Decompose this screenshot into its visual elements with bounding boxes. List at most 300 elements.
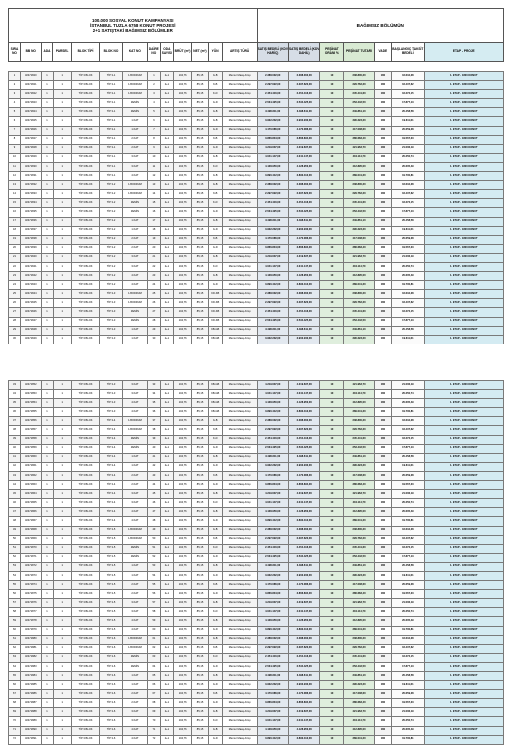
column-header-satis-bedeli-kdv-dahil: SATIŞ BEDELİ (KDV DAHİL) xyxy=(289,43,320,62)
cell-pesinat-orani: 10 xyxy=(320,281,344,290)
cell-vade: 180 xyxy=(374,562,391,571)
cell-baslangic-taksit: 20.659,28 xyxy=(392,690,425,699)
table-row xyxy=(9,699,504,708)
cell-vade: 180 xyxy=(374,481,391,490)
cell-satis-bedeli-kdv-haric: 4.128.950,00 xyxy=(257,272,288,281)
cell-blok-tipi: TİP 3 BLOK xyxy=(71,672,99,681)
cell-satis-bedeli-kdv-haric: 2.297.622,00 xyxy=(257,190,288,199)
cell-ada: 1 xyxy=(41,226,53,235)
cell-ada: 1 xyxy=(41,626,53,635)
cell-artis-turu: Memur Maaş Artışı xyxy=(222,172,257,181)
cell-pesinat-orani: 10 xyxy=(320,326,344,335)
cell-baslangic-taksit: 16.634,28 xyxy=(392,290,425,299)
table-row xyxy=(9,72,504,81)
cell-blok-no: TİP 3-4 xyxy=(100,499,123,508)
table-row xyxy=(9,308,504,317)
cell-bb-no: 32471879 xyxy=(20,626,41,635)
cell-pesinat-orani: 10 xyxy=(320,244,344,253)
cell-vade: 180 xyxy=(374,217,391,226)
cell-vade: 180 xyxy=(374,144,391,153)
cell-net: 85,15 xyxy=(192,190,208,199)
cell-daire-no: 58 xyxy=(147,608,160,617)
cell-yon: G-D xyxy=(208,699,222,708)
cell-etap-proje: 1. ETAP - 1800 KONUT xyxy=(424,81,503,90)
cell-vade: 180 xyxy=(374,153,391,162)
cell-etap-proje: 1. ETAP - 1800 KONUT xyxy=(424,381,503,390)
cell-satis-bedeli-kdv-dahil: 4.041.147,00 xyxy=(288,153,319,162)
cell-bb-no: 32471861 xyxy=(20,462,41,471)
cell-daire-no: 34 xyxy=(147,390,160,399)
cell-daire-no: 64 xyxy=(147,662,160,671)
cell-ada: 1 xyxy=(41,381,53,390)
cell-daire-no: 38 xyxy=(147,426,160,435)
cell-brut: 104,76 xyxy=(173,244,191,253)
cell-net: 85,15 xyxy=(192,544,208,553)
cell-blok-tipi: TİP 3 BLOK xyxy=(71,144,99,153)
table-row xyxy=(9,544,504,553)
cell-yon: G-B xyxy=(208,726,222,735)
cell-brut: 104,76 xyxy=(173,626,191,635)
cell-blok-tipi: TİP 3 BLOK xyxy=(71,117,99,126)
cell-etap-proje: 1. ETAP - 1800 KONUT xyxy=(424,226,503,235)
cell-yon: KB-GB xyxy=(208,390,222,399)
cell-net: 85,15 xyxy=(192,471,208,480)
cell-brut: 104,76 xyxy=(173,72,191,81)
cell-satis-bedeli-kdv-haric: 4.219.637,00 xyxy=(257,381,288,390)
cell-yon: G-D xyxy=(208,626,222,635)
cell-pesinat-orani: 10 xyxy=(320,335,344,344)
cell-artis-turu: Memur Maaş Artışı xyxy=(222,217,257,226)
cell-brut: 104,76 xyxy=(173,135,191,144)
cell-etap-proje: 1. ETAP - 1800 KONUT xyxy=(424,435,503,444)
table-row xyxy=(9,417,504,426)
cell-satis-bedeli-kdv-dahil: 2.297.622,00 xyxy=(288,426,319,435)
cell-daire-no: 6 xyxy=(147,117,160,126)
cell-satis-bedeli-kdv-dahil: 3.902.232,00 xyxy=(288,117,319,126)
table-row xyxy=(9,690,504,699)
title-line-3: 2+1 SATIŞTAKİ BAĞIMSIZ BÖLÜMLER xyxy=(92,28,173,34)
cell-sira-no: 51 xyxy=(9,544,21,553)
cell-brut: 104,76 xyxy=(173,735,191,744)
cell-sira-no: 29 xyxy=(9,326,21,335)
cell-etap-proje: 1. ETAP - 1800 KONUT xyxy=(424,553,503,562)
cell-bb-no: 32471828 xyxy=(20,144,41,153)
cell-net: 85,15 xyxy=(192,599,208,608)
cell-pesinat-orani: 10 xyxy=(320,253,344,262)
table-row xyxy=(9,708,504,717)
cell-oda-sayisi: 2+1 xyxy=(160,162,173,171)
cell-satis-bedeli-kdv-dahil: 3.498.611,00 xyxy=(288,108,319,117)
cell-satis-bedeli-kdv-dahil: 3.890.412,00 xyxy=(288,626,319,635)
cell-artis-turu: Memur Maaş Artışı xyxy=(222,499,257,508)
cell-etap-proje: 1. ETAP - 1800 KONUT xyxy=(424,72,503,81)
cell-etap-proje: 1. ETAP - 1800 KONUT xyxy=(424,335,503,344)
cell-oda-sayisi: 2+1 xyxy=(160,208,173,217)
cell-net: 85,15 xyxy=(192,162,208,171)
cell-brut: 104,76 xyxy=(173,453,191,462)
cell-brut: 104,76 xyxy=(173,181,191,190)
cell-satis-bedeli-kdv-dahil: 4.041.147,00 xyxy=(288,608,319,617)
cell-net: 85,15 xyxy=(192,226,208,235)
cell-satis-bedeli-kdv-dahil: 3.498.611,00 xyxy=(288,562,319,571)
table-row xyxy=(9,135,504,144)
cell-parsel: 1 xyxy=(53,381,71,390)
cell-artis-turu: Memur Maaş Artışı xyxy=(222,735,257,744)
cell-ada: 1 xyxy=(41,272,53,281)
cell-satis-bedeli-kdv-haric: 3.866.834,00 xyxy=(257,699,288,708)
cell-brut: 104,76 xyxy=(173,208,191,217)
cell-bb-no: 32471872 xyxy=(20,562,41,571)
cell-etap-proje: 1. ETAP - 1800 KONUT xyxy=(424,417,503,426)
cell-kat-no: 1.BODRUM xyxy=(122,526,147,535)
cell-kat-no: ZEMİN xyxy=(122,199,147,208)
cell-brut: 104,76 xyxy=(173,717,191,726)
cell-brut: 104,76 xyxy=(173,590,191,599)
table-row xyxy=(9,617,504,626)
table-row xyxy=(9,199,504,208)
cell-artis-turu: Memur Maaş Artışı xyxy=(222,581,257,590)
cell-daire-no: 20 xyxy=(147,244,160,253)
cell-blok-no: TİP 3-4 xyxy=(100,490,123,499)
cell-pesinat-tutari: 349.861,10 xyxy=(344,326,374,335)
cell-sira-no: 38 xyxy=(9,426,21,435)
cell-daire-no: 13 xyxy=(147,181,160,190)
cell-satis-bedeli-kdv-dahil: 3.498.611,00 xyxy=(288,672,319,681)
cell-satis-bedeli-kdv-haric: 4.128.950,00 xyxy=(257,617,288,626)
cell-pesinat-orani: 10 xyxy=(320,81,344,90)
cell-net: 85,15 xyxy=(192,126,208,135)
cell-kat-no: 4.KAT xyxy=(122,517,147,526)
cell-sira-no: 62 xyxy=(9,644,21,653)
cell-blok-no: TİP 3-6 xyxy=(100,681,123,690)
cell-pesinat-orani: 10 xyxy=(320,417,344,426)
cell-satis-bedeli-kdv-dahil: 4.128.950,00 xyxy=(288,726,319,735)
cell-baslangic-taksit: 16.437,62 xyxy=(392,426,425,435)
title-line-2: İSTANBUL TUZLA 6758 KONUT PROJESİ xyxy=(90,22,176,28)
table-row xyxy=(9,717,504,726)
cell-brut: 104,76 xyxy=(173,290,191,299)
cell-ada: 1 xyxy=(41,599,53,608)
cell-blok-no: TİP 3-3 xyxy=(100,335,123,344)
cell-satis-bedeli-kdv-haric: 4.128.950,00 xyxy=(257,508,288,517)
cell-ada: 1 xyxy=(41,108,53,117)
table-row xyxy=(9,262,504,271)
cell-baslangic-taksit: 16.272,15 xyxy=(392,435,425,444)
cell-satis-bedeli-kdv-haric: 3.890.412,00 xyxy=(257,281,288,290)
title-line-1: 100.000 SOSYAL KONUT KAMPANYASI xyxy=(92,17,174,23)
cell-baslangic-taksit: 16.634,28 xyxy=(392,72,425,81)
cell-pesinat-orani: 10 xyxy=(320,199,344,208)
cell-satis-bedeli-kdv-dahil: 4.041.147,00 xyxy=(288,390,319,399)
cell-artis-turu: Memur Maaş Artışı xyxy=(222,490,257,499)
cell-net: 85,15 xyxy=(192,390,208,399)
bagimsiz-bolum-label: BAĞIMSIZ BÖLÜMÜN xyxy=(257,9,503,43)
cell-etap-proje: 1. ETAP - 1800 KONUT xyxy=(424,208,503,217)
cell-blok-tipi: TİP 3 BLOK xyxy=(71,262,99,271)
cell-sira-no: 23 xyxy=(9,272,21,281)
cell-artis-turu: Memur Maaş Artışı xyxy=(222,281,257,290)
cell-satis-bedeli-kdv-haric: 2.454.416,00 xyxy=(257,90,288,99)
cell-artis-turu: Memur Maaş Artışı xyxy=(222,708,257,717)
cell-vade: 180 xyxy=(374,617,391,626)
cell-sira-no: 65 xyxy=(9,672,21,681)
cell-sira-no: 27 xyxy=(9,308,21,317)
cell-blok-no: TİP 3-2 xyxy=(100,253,123,262)
cell-pesinat-tutari: 417.008,60 xyxy=(344,471,374,480)
cell-pesinat-tutari: 390.223,20 xyxy=(344,571,374,580)
table-row xyxy=(9,408,504,417)
cell-pesinat-orani: 10 xyxy=(320,735,344,744)
cell-bb-no: 32471834 xyxy=(20,199,41,208)
cell-satis-bedeli-kdv-haric: 3.902.232,00 xyxy=(257,681,288,690)
table-row xyxy=(9,281,504,290)
cell-baslangic-taksit: 19.611,61 xyxy=(392,226,425,235)
cell-oda-sayisi: 2+1 xyxy=(160,408,173,417)
cell-blok-tipi: TİP 3 BLOK xyxy=(71,399,99,408)
cell-blok-tipi: TİP 3 BLOK xyxy=(71,81,99,90)
cell-blok-no: TİP 3-3 xyxy=(100,408,123,417)
cell-blok-tipi: TİP 3 BLOK xyxy=(71,299,99,308)
cell-artis-turu: Memur Maaş Artışı xyxy=(222,126,257,135)
cell-kat-no: ZEMİN xyxy=(122,444,147,453)
cell-vade: 180 xyxy=(374,272,391,281)
table-row xyxy=(9,526,504,535)
cell-kat-no: 3.KAT xyxy=(122,608,147,617)
cell-brut: 104,76 xyxy=(173,81,191,90)
cell-yon: K-D xyxy=(208,162,222,171)
cell-blok-tipi: TİP 3 BLOK xyxy=(71,517,99,526)
cell-daire-no: 66 xyxy=(147,681,160,690)
cell-oda-sayisi: 2+1 xyxy=(160,462,173,471)
cell-satis-bedeli-kdv-dahil: 2.388.002,00 xyxy=(288,181,319,190)
cell-bb-no: 32471890 xyxy=(20,726,41,735)
column-header-brut: BRÜT (m²) xyxy=(173,43,191,62)
cell-parsel: 1 xyxy=(53,608,71,617)
cell-sira-no: 67 xyxy=(9,690,21,699)
cell-brut: 104,76 xyxy=(173,553,191,562)
cell-parsel: 1 xyxy=(53,262,71,271)
column-header-sira-no: SIRA NO xyxy=(9,43,21,62)
table-row xyxy=(9,599,504,608)
cell-pesinat-orani: 10 xyxy=(320,499,344,508)
cell-blok-no: TİP 3-5 xyxy=(100,562,123,571)
cell-pesinat-tutari: 253.442,50 xyxy=(344,99,374,108)
cell-pesinat-tutari: 389.041,20 xyxy=(344,172,374,181)
cell-yon: K-B xyxy=(208,81,222,90)
cell-vade: 180 xyxy=(374,281,391,290)
cell-net: 85,15 xyxy=(192,481,208,490)
cell-blok-tipi: TİP 3 BLOK xyxy=(71,581,99,590)
cell-sira-no: 28 xyxy=(9,317,21,326)
cell-yon: G-D xyxy=(208,662,222,671)
cell-blok-tipi: TİP 3 BLOK xyxy=(71,544,99,553)
cell-etap-proje: 1. ETAP - 1800 KONUT xyxy=(424,590,503,599)
cell-baslangic-taksit: 16.634,28 xyxy=(392,181,425,190)
cell-oda-sayisi: 2+1 xyxy=(160,135,173,144)
cell-pesinat-tutari: 253.442,50 xyxy=(344,317,374,326)
cell-parsel: 1 xyxy=(53,208,71,217)
cell-parsel: 1 xyxy=(53,117,71,126)
cell-brut: 104,76 xyxy=(173,272,191,281)
cell-blok-tipi: TİP 3 BLOK xyxy=(71,562,99,571)
table-row xyxy=(9,471,504,480)
cell-pesinat-tutari: 421.963,70 xyxy=(344,599,374,608)
cell-daire-no: 70 xyxy=(147,717,160,726)
cell-oda-sayisi: 2+1 xyxy=(160,644,173,653)
table-page-2 xyxy=(8,380,504,745)
cell-blok-tipi: TİP 3 BLOK xyxy=(71,281,99,290)
cell-sira-no: 68 xyxy=(9,699,21,708)
cell-artis-turu: Memur Maaş Artışı xyxy=(222,262,257,271)
cell-brut: 104,76 xyxy=(173,108,191,117)
cell-ada: 1 xyxy=(41,571,53,580)
cell-satis-bedeli-kdv-dahil: 4.128.950,00 xyxy=(288,399,319,408)
cell-artis-turu: Memur Maaş Artışı xyxy=(222,72,257,81)
cell-blok-tipi: TİP 3 BLOK xyxy=(71,508,99,517)
cell-artis-turu: Memur Maaş Artışı xyxy=(222,562,257,571)
cell-kat-no: 3.KAT xyxy=(122,390,147,399)
cell-pesinat-orani: 10 xyxy=(320,435,344,444)
cell-pesinat-tutari: 229.762,20 xyxy=(344,535,374,544)
cell-baslangic-taksit: 20.458,58 xyxy=(392,217,425,226)
cell-satis-bedeli-kdv-dahil: 3.890.412,00 xyxy=(288,735,319,744)
cell-bb-no: 32471823 xyxy=(20,99,41,108)
cell-pesinat-orani: 10 xyxy=(320,317,344,326)
cell-etap-proje: 1. ETAP - 1800 KONUT xyxy=(424,608,503,617)
cell-sira-no: 17 xyxy=(9,217,21,226)
cell-blok-no: TİP 3-1 xyxy=(100,81,123,90)
cell-parsel: 1 xyxy=(53,235,71,244)
cell-oda-sayisi: 2+1 xyxy=(160,226,173,235)
cell-yon: G-B xyxy=(208,181,222,190)
cell-etap-proje: 1. ETAP - 1800 KONUT xyxy=(424,672,503,681)
cell-pesinat-tutari: 412.895,00 xyxy=(344,162,374,171)
cell-kat-no: 3.KAT xyxy=(122,490,147,499)
cell-artis-turu: Memur Maaş Artışı xyxy=(222,726,257,735)
cell-oda-sayisi: 2+1 xyxy=(160,153,173,162)
cell-parsel: 1 xyxy=(53,735,71,744)
cell-artis-turu: Memur Maaş Artışı xyxy=(222,308,257,317)
cell-bb-no: 32471891 xyxy=(20,735,41,744)
table-row xyxy=(9,535,504,544)
cell-satis-bedeli-kdv-dahil: 3.866.834,00 xyxy=(288,244,319,253)
cell-parsel: 1 xyxy=(53,672,71,681)
cell-yon: G-D xyxy=(208,681,222,690)
cell-pesinat-tutari: 417.008,60 xyxy=(344,581,374,590)
cell-vade: 180 xyxy=(374,544,391,553)
cell-net: 85,15 xyxy=(192,135,208,144)
cell-blok-no: TİP 3-4 xyxy=(100,481,123,490)
cell-brut: 104,76 xyxy=(173,608,191,617)
cell-oda-sayisi: 2+1 xyxy=(160,453,173,462)
cell-parsel: 1 xyxy=(53,426,71,435)
cell-sira-no: 54 xyxy=(9,571,21,580)
cell-artis-turu: Memur Maaş Artışı xyxy=(222,108,257,117)
cell-parsel: 1 xyxy=(53,326,71,335)
cell-daire-no: 10 xyxy=(147,153,160,162)
cell-sira-no: 9 xyxy=(9,144,21,153)
cell-net: 85,15 xyxy=(192,717,208,726)
cell-blok-no: TİP 3-6 xyxy=(100,708,123,717)
cell-kat-no: 1.KAT xyxy=(122,462,147,471)
cell-bb-no: 32471854 xyxy=(20,399,41,408)
cell-yon: G-D xyxy=(208,481,222,490)
cell-bb-no: 32471825 xyxy=(20,117,41,126)
cell-ada: 1 xyxy=(41,517,53,526)
cell-kat-no: 1.KAT xyxy=(122,672,147,681)
cell-satis-bedeli-kdv-dahil: 2.534.425,00 xyxy=(288,553,319,562)
cell-daire-no: 14 xyxy=(147,190,160,199)
cell-sira-no: 19 xyxy=(9,235,21,244)
cell-bb-no: 32471822 xyxy=(20,90,41,99)
cell-kat-no: 1.BODRUM xyxy=(122,299,147,308)
cell-parsel: 1 xyxy=(53,153,71,162)
cell-ada: 1 xyxy=(41,172,53,181)
cell-daire-no: 47 xyxy=(147,508,160,517)
cell-artis-turu: Memur Maaş Artışı xyxy=(222,453,257,462)
cell-baslangic-taksit: 21.006,19 xyxy=(392,253,425,262)
cell-pesinat-tutari: 404.114,70 xyxy=(344,608,374,617)
cell-blok-no: TİP 3-3 xyxy=(100,299,123,308)
cell-artis-turu: Memur Maaş Artışı xyxy=(222,462,257,471)
cell-pesinat-tutari: 386.683,40 xyxy=(344,481,374,490)
cell-blok-tipi: TİP 3 BLOK xyxy=(71,390,99,399)
cell-yon: G-D xyxy=(208,99,222,108)
cell-oda-sayisi: 2+1 xyxy=(160,708,173,717)
cell-vade: 180 xyxy=(374,681,391,690)
cell-bb-no: 32471842 xyxy=(20,272,41,281)
cell-oda-sayisi: 2+1 xyxy=(160,81,173,90)
cell-pesinat-tutari: 412.895,00 xyxy=(344,508,374,517)
cell-vade: 180 xyxy=(374,426,391,435)
cell-vade: 180 xyxy=(374,581,391,590)
cell-artis-turu: Memur Maaş Artışı xyxy=(222,299,257,308)
cell-pesinat-orani: 10 xyxy=(320,608,344,617)
cell-oda-sayisi: 2+1 xyxy=(160,199,173,208)
cell-satis-bedeli-kdv-dahil: 4.041.147,00 xyxy=(288,262,319,271)
cell-parsel: 1 xyxy=(53,162,71,171)
cell-baslangic-taksit: 20.250,74 xyxy=(392,499,425,508)
cell-parsel: 1 xyxy=(53,581,71,590)
table-row xyxy=(9,681,504,690)
cell-satis-bedeli-kdv-dahil: 2.534.425,00 xyxy=(288,317,319,326)
cell-satis-bedeli-kdv-dahil: 4.128.950,00 xyxy=(288,272,319,281)
cell-satis-bedeli-kdv-dahil: 3.498.611,00 xyxy=(288,217,319,226)
cell-vade: 180 xyxy=(374,526,391,535)
cell-satis-bedeli-kdv-dahil: 2.534.425,00 xyxy=(288,208,319,217)
cell-vade: 180 xyxy=(374,308,391,317)
cell-etap-proje: 1. ETAP - 1800 KONUT xyxy=(424,490,503,499)
cell-sira-no: 58 xyxy=(9,608,21,617)
cell-etap-proje: 1. ETAP - 1800 KONUT xyxy=(424,144,503,153)
cell-brut: 104,76 xyxy=(173,281,191,290)
cell-daire-no: 57 xyxy=(147,599,160,608)
cell-sira-no: 42 xyxy=(9,462,21,471)
column-header-row xyxy=(9,43,504,62)
cell-yon: G-B xyxy=(208,599,222,608)
cell-blok-tipi: TİP 3 BLOK xyxy=(71,426,99,435)
cell-baslangic-taksit: 21.006,19 xyxy=(392,490,425,499)
cell-sira-no: 57 xyxy=(9,599,21,608)
cell-net: 85,15 xyxy=(192,199,208,208)
cell-pesinat-tutari: 389.041,20 xyxy=(344,626,374,635)
cell-pesinat-tutari: 245.441,60 xyxy=(344,544,374,553)
cell-blok-no: TİP 3-4 xyxy=(100,471,123,480)
cell-net: 85,15 xyxy=(192,617,208,626)
cell-blok-no: TİP 3-4 xyxy=(100,453,123,462)
cell-baslangic-taksit: 16.437,62 xyxy=(392,81,425,90)
cell-kat-no: 4.KAT xyxy=(122,281,147,290)
